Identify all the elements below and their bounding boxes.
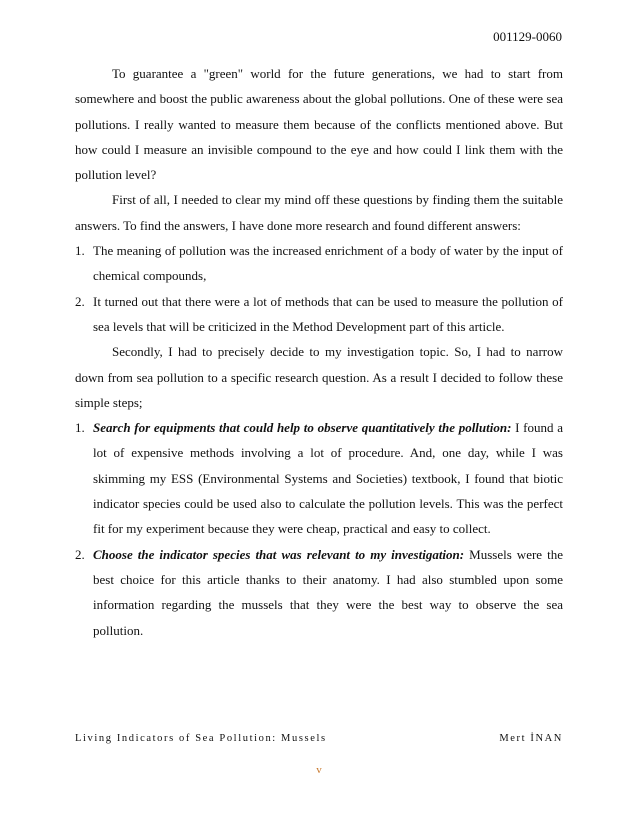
paragraph-intro: To guarantee a "green" world for the future generations, we had to start from somewhere and boost the public awareness about the global pollutions. One of these were sea pollutions. I really wanted to measure them because of the conflicts mentioned above. But how could I measure an invisible compound to the eye and how could I link them with the pollution level? bbox=[75, 66, 563, 183]
list-item bbox=[75, 238, 563, 289]
step-heading: Choose the indicator species that was relevant to my investigation: bbox=[93, 546, 465, 562]
list-item bbox=[75, 289, 563, 340]
list-item-text: I found a lot of expensive methods involving a lot of procedure. And, one day, while I was skimming my ESS (Environmental Systems and Societies) textbook, I found that biotic indicator species could be used also to calculate the pollution levels. This was the perfect fit for my experiment because they were cheap, practical and easy to collect. bbox=[93, 420, 563, 537]
footer-author: Mert İNAN bbox=[499, 733, 563, 744]
list-item-text: Mussels were the best choice for this article thanks to their anatomy. I had also stumbled upon some information regarding the mussels that they were the best way to observe the sea pollution. bbox=[93, 546, 563, 638]
answers-list bbox=[75, 238, 563, 339]
body-text bbox=[75, 61, 563, 643]
list-item bbox=[75, 415, 563, 541]
document-id: 001129-0060 bbox=[493, 29, 562, 44]
list-item-text: The meaning of pollution was the increased enrichment of a body of water by the input of chemical compounds, bbox=[93, 243, 563, 284]
list-item-text: It turned out that there were a lot of methods that can be used to measure the pollution of sea levels that will be criticized in the Method Development part of this article. bbox=[93, 293, 563, 334]
list-number: 2. bbox=[75, 293, 85, 309]
page-footer bbox=[75, 733, 563, 749]
footer-title: Living Indicators of Sea Pollution: Mussels bbox=[75, 733, 327, 744]
steps-list bbox=[75, 415, 563, 643]
page-number: v bbox=[316, 764, 322, 776]
list-number: 1. bbox=[75, 243, 85, 259]
paragraph-topic: Secondly, I had to precisely decide to my investigation topic. So, I had to narrow down from sea pollution to a specific research question. As a result I decided to follow these simple steps; bbox=[75, 344, 563, 410]
list-number: 1. bbox=[75, 420, 85, 436]
list-item bbox=[75, 542, 563, 643]
step-heading: Search for equipments that could help to observe quantitatively the pollution: bbox=[93, 420, 512, 436]
paragraph-research: First of all, I needed to clear my mind off these questions by finding them the suitable answers. To find the answers, I have done more research and found different answers: bbox=[75, 192, 563, 233]
list-number: 2. bbox=[75, 546, 85, 562]
